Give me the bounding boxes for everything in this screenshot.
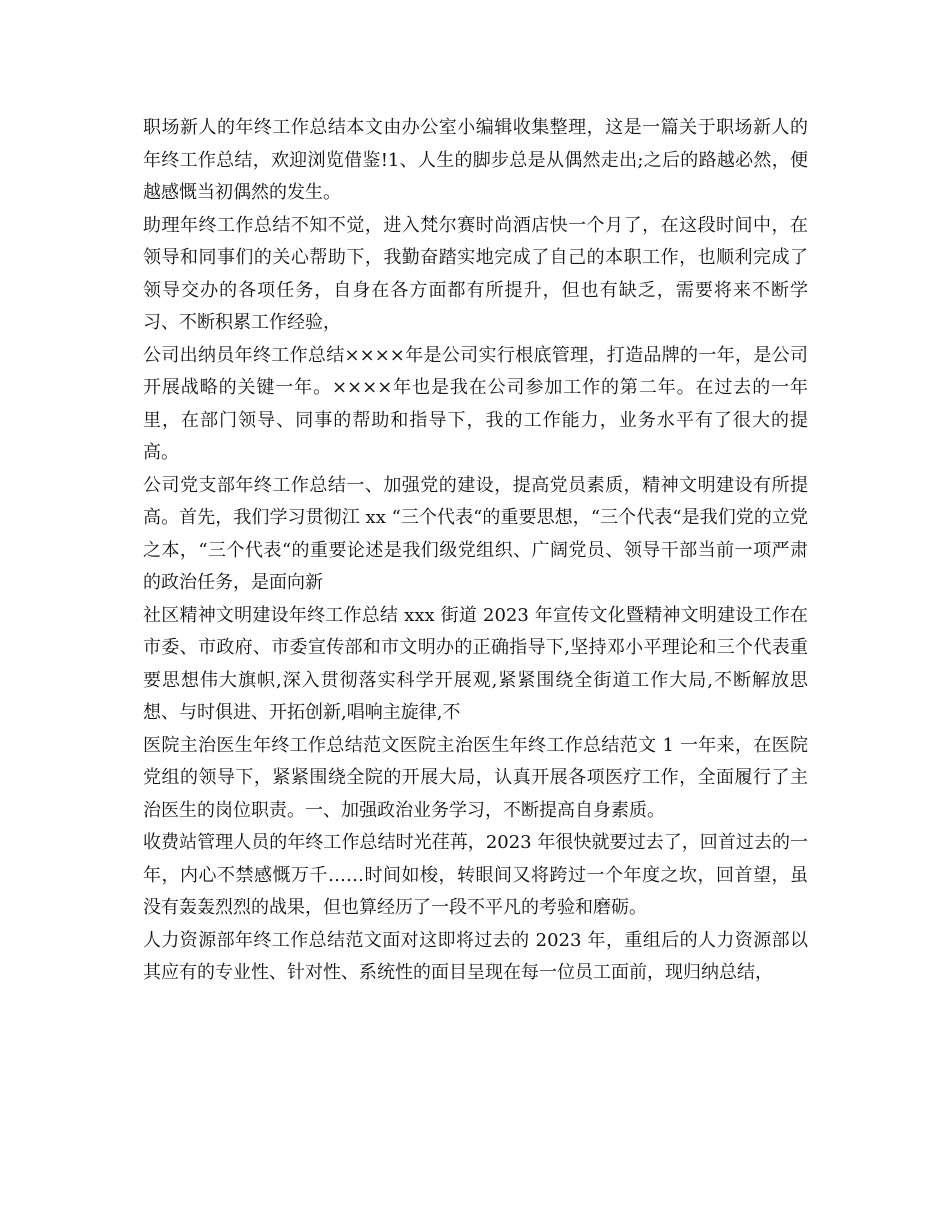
- document-body: [143, 112, 808, 990]
- paragraph-party-branch-summary: 公司党支部年终工作总结一、加强党的建设，提高党员素质，精神文明建设有所提高。首先，我们学习贯彻江 xx “三个代表“的重要思想，“三个代表“是我们党的立党之本，“三个代表“的重要论述是我们级党组织、广阔党员、领导干部当前一项严肃的政治任务，是面向新: [143, 474, 808, 593]
- paragraph-cashier-summary: 公司出纳员年终工作总结××××年是公司实行根底管理，打造品牌的一年，是公司开展战略的关键一年。××××年也是我在公司参加工作的第二年。在过去的一年里，在部门领导、同事的帮助和指导下，我的工作能力，业务水平有了很大的提高。: [143, 344, 808, 463]
- paragraph-toll-station-summary: 收费站管理人员的年终工作总结时光荏苒，2023 年很快就要过去了，回首过去的一年，内心不禁感慨万千……时间如梭，转眼间又将跨过一个年度之坎，回首望，虽没有轰轰烈烈的战果，但也算经历了一段不平凡的考验和磨砺。: [143, 832, 808, 918]
- paragraph-community-summary: 社区精神文明建设年终工作总结 xxx 街道 2023 年宣传文化暨精神文明建设工作在市委、市政府、市委宣传部和市文明办的正确指导下,坚持邓小平理论和三个代表重要思想伟大旗帜,深入贯彻落实科学开展观,紧紧围绕全街道工作大局,不断解放思想、与时俱进、开拓创新,唱响主旋律,不: [143, 604, 808, 723]
- paragraph-doctor-summary: 医院主治医生年终工作总结范文医院主治医生年终工作总结范文 1 一年来，在医院党组的领导下，紧紧围绕全院的开展大局，认真开展各项医疗工作，全面履行了主治医生的岗位职责。一、加强政治业务学习，不断提高自身素质。: [143, 734, 808, 821]
- paragraph-new-employee-summary: 职场新人的年终工作总结本文由办公室小编辑收集整理，这是一篇关于职场新人的年终工作总结，欢迎浏览借鉴!1、人生的脚步总是从偶然走出;之后的路越必然，便越感慨当初偶然的发生。: [143, 117, 808, 203]
- paragraph-hr-summary: 人力资源部年终工作总结范文面对这即将过去的 2023 年，重组后的人力资源部以其应有的专业性、针对性、系统性的面目呈现在每一位员工面前，现归纳总结，: [143, 929, 808, 983]
- paragraph-assistant-summary: 助理年终工作总结不知不觉，进入梵尔赛时尚酒店快一个月了，在这段时间中，在领导和同事们的关心帮助下，我勤奋踏实地完成了自己的本职工作，也顺利完成了领导交办的各项任务，自身在各方面都有所提升，但也有缺乏，需要将来不断学习、不断积累工作经验，: [143, 214, 808, 333]
